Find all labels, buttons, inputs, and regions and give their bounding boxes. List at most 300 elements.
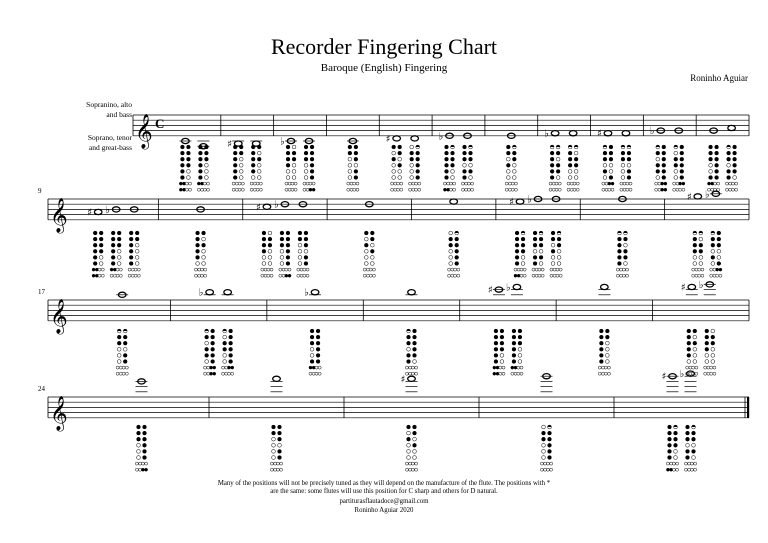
closed-hole-icon <box>717 262 721 266</box>
closed-hole-icon <box>662 176 666 180</box>
closed-hole-icon <box>312 188 315 191</box>
closed-hole-icon <box>211 341 215 345</box>
closed-hole-icon <box>211 360 215 364</box>
closed-hole-icon <box>445 145 449 149</box>
open-hole-icon <box>557 256 561 260</box>
closed-hole-icon <box>257 145 261 149</box>
open-hole-icon <box>454 274 457 277</box>
note <box>256 202 273 277</box>
open-hole-icon <box>546 462 549 465</box>
closed-hole-icon <box>239 145 243 149</box>
open-hole-icon <box>189 182 192 185</box>
closed-hole-icon <box>398 151 402 155</box>
open-hole-icon <box>568 176 572 180</box>
closed-hole-icon <box>670 468 673 471</box>
closed-hole-icon <box>686 437 690 441</box>
open-hole-icon <box>119 274 122 277</box>
open-hole-icon <box>413 450 417 454</box>
open-hole-icon <box>735 182 738 185</box>
closed-hole-icon <box>656 163 660 167</box>
closed-hole-icon <box>711 341 715 345</box>
whole-note-head <box>393 136 401 141</box>
open-hole-icon <box>413 360 417 364</box>
fingering-diagram <box>369 231 375 277</box>
closed-hole-icon <box>687 354 691 358</box>
closed-hole-icon <box>609 151 613 155</box>
open-hole-icon <box>559 274 562 277</box>
fingering-diagram <box>620 145 626 191</box>
note <box>673 128 685 191</box>
open-hole-icon <box>538 274 541 277</box>
open-hole-icon <box>117 249 121 253</box>
open-hole-icon <box>717 182 720 185</box>
fingering-diagram <box>116 329 122 375</box>
closed-hole-icon <box>624 249 628 253</box>
open-hole-icon <box>347 188 350 191</box>
closed-hole-icon <box>410 151 414 155</box>
open-hole-icon <box>363 268 366 271</box>
closed-hole-icon <box>354 176 358 180</box>
open-hole-icon <box>598 372 601 375</box>
closed-hole-icon <box>93 256 97 260</box>
closed-hole-icon <box>733 170 737 174</box>
sharp-icon: ♯ <box>400 374 406 386</box>
open-hole-icon <box>626 188 629 191</box>
note <box>488 285 505 375</box>
closed-hole-icon <box>310 335 314 339</box>
closed-hole-icon <box>618 249 622 253</box>
open-hole-icon <box>449 249 453 253</box>
fingering-diagram <box>549 145 555 191</box>
closed-hole-icon <box>310 151 314 155</box>
open-hole-icon <box>280 256 284 260</box>
closed-hole-icon <box>93 237 97 241</box>
closed-hole-icon <box>711 256 715 260</box>
closed-hole-icon <box>693 237 697 241</box>
note <box>274 200 291 278</box>
open-hole-icon <box>135 249 139 253</box>
open-hole-icon <box>514 182 517 185</box>
closed-hole-icon <box>197 182 200 185</box>
open-hole-icon <box>674 456 678 460</box>
open-hole-icon <box>410 163 414 167</box>
closed-hole-icon <box>111 231 115 235</box>
open-hole-icon <box>135 468 138 471</box>
note <box>707 128 719 191</box>
closed-hole-icon <box>286 256 290 260</box>
closed-hole-icon <box>674 163 678 167</box>
closed-hole-icon <box>129 243 133 247</box>
closed-hole-icon <box>557 243 561 247</box>
closed-hole-icon <box>680 145 684 149</box>
open-hole-icon <box>558 182 561 185</box>
open-hole-icon <box>573 182 576 185</box>
open-hole-icon <box>693 262 697 266</box>
open-hole-icon <box>695 268 698 271</box>
closed-hole-icon <box>662 151 666 155</box>
open-hole-icon <box>304 176 308 180</box>
fingering-diagram <box>517 329 523 375</box>
closed-hole-icon <box>512 354 516 358</box>
closed-hole-icon <box>662 157 666 161</box>
open-hole-icon <box>370 262 374 266</box>
closed-hole-icon <box>288 274 291 277</box>
final-barline <box>747 397 749 418</box>
open-hole-icon <box>415 372 418 375</box>
closed-hole-icon <box>93 262 97 266</box>
open-hole-icon <box>541 268 544 271</box>
closed-hole-icon <box>123 360 127 364</box>
closed-hole-icon <box>213 366 216 369</box>
closed-hole-icon <box>599 335 603 339</box>
closed-hole-icon <box>717 243 721 247</box>
label-upper-line2: and bass <box>106 110 132 119</box>
open-hole-icon <box>286 170 290 174</box>
closed-hole-icon <box>709 157 713 161</box>
closed-hole-icon <box>515 249 519 253</box>
note <box>386 134 403 191</box>
sharp-icon: ♯ <box>227 139 233 151</box>
closed-hole-icon <box>262 243 266 247</box>
closed-hole-icon <box>692 450 696 454</box>
open-hole-icon <box>256 188 259 191</box>
open-hole-icon <box>550 462 553 465</box>
closed-hole-icon <box>463 176 467 180</box>
note <box>250 141 262 191</box>
fingering-diagram <box>122 329 128 375</box>
open-hole-icon <box>285 182 288 185</box>
closed-hole-icon <box>668 437 672 441</box>
open-hole-icon <box>502 366 505 369</box>
open-hole-icon <box>398 170 402 174</box>
closed-hole-icon <box>518 335 522 339</box>
open-hole-icon <box>555 188 558 191</box>
open-hole-icon <box>690 462 693 465</box>
open-hole-icon <box>620 182 623 185</box>
closed-hole-icon <box>280 231 284 235</box>
closed-hole-icon <box>310 176 314 180</box>
open-hole-icon <box>312 372 315 375</box>
open-hole-icon <box>364 256 368 260</box>
open-hole-icon <box>517 372 520 375</box>
open-hole-icon <box>693 347 697 351</box>
open-hole-icon <box>517 366 520 369</box>
closed-hole-icon <box>443 188 446 191</box>
note <box>527 195 544 278</box>
open-hole-icon <box>298 256 302 260</box>
note <box>405 290 417 376</box>
whole-note-head <box>263 204 271 209</box>
open-hole-icon <box>518 354 522 358</box>
chart-subtitle: Baroque (English) Fingering <box>320 62 448 74</box>
fingering-diagram <box>353 145 359 191</box>
open-hole-icon <box>122 366 125 369</box>
closed-hole-icon <box>286 262 290 266</box>
open-hole-icon <box>187 176 191 180</box>
open-hole-icon <box>535 274 538 277</box>
sharp-icon: ♯ <box>487 285 493 297</box>
open-hole-icon <box>272 456 276 460</box>
open-hole-icon <box>241 182 244 185</box>
closed-hole-icon <box>494 329 498 333</box>
open-hole-icon <box>604 372 607 375</box>
closed-hole-icon <box>674 443 678 447</box>
open-hole-icon <box>711 249 715 253</box>
open-hole-icon <box>701 274 704 277</box>
note <box>363 202 375 278</box>
open-hole-icon <box>392 151 396 155</box>
flat-icon: ♭ <box>704 189 710 201</box>
open-hole-icon <box>202 249 206 253</box>
open-hole-icon <box>713 366 716 369</box>
open-hole-icon <box>695 366 698 369</box>
closed-hole-icon <box>93 249 97 253</box>
open-hole-icon <box>717 256 721 260</box>
closed-hole-icon <box>715 145 719 149</box>
open-hole-icon <box>257 151 261 155</box>
open-hole-icon <box>353 182 356 185</box>
closed-hole-icon <box>262 249 266 253</box>
fingering-diagram <box>692 231 698 277</box>
open-hole-icon <box>540 462 543 465</box>
closed-hole-icon <box>304 237 308 241</box>
closed-hole-icon <box>463 151 467 155</box>
open-hole-icon <box>607 366 610 369</box>
fingering-diagram <box>98 231 104 277</box>
closed-hole-icon <box>211 329 215 333</box>
note <box>616 196 628 277</box>
closed-hole-icon <box>187 157 191 161</box>
open-hole-icon <box>727 163 731 167</box>
closed-hole-icon <box>181 163 185 167</box>
fingering-diagram <box>110 231 116 277</box>
open-hole-icon <box>573 188 576 191</box>
open-hole-icon <box>620 274 623 277</box>
note <box>135 379 147 471</box>
open-hole-icon <box>692 268 695 271</box>
closed-hole-icon <box>515 237 519 241</box>
fingering-diagram <box>128 231 134 277</box>
closed-hole-icon <box>463 145 467 149</box>
open-hole-icon <box>303 268 306 271</box>
open-hole-icon <box>555 182 558 185</box>
whole-note-head <box>694 194 702 199</box>
flat-icon: ♭ <box>679 369 685 381</box>
closed-hole-icon <box>521 243 525 247</box>
open-hole-icon <box>262 262 266 266</box>
open-hole-icon <box>532 274 535 277</box>
open-hole-icon <box>469 163 473 167</box>
note <box>448 199 460 277</box>
closed-hole-icon <box>310 329 314 333</box>
closed-hole-icon <box>512 335 516 339</box>
measure-number: 17 <box>38 288 45 296</box>
fingering-diagram <box>448 231 454 277</box>
open-hole-icon <box>713 268 716 271</box>
closed-hole-icon <box>211 354 215 358</box>
closed-hole-icon <box>229 329 233 333</box>
closed-hole-icon <box>117 243 121 247</box>
open-hole-icon <box>686 366 689 369</box>
fingering-diagram <box>684 425 690 471</box>
open-hole-icon <box>539 262 543 266</box>
closed-hole-icon <box>548 456 552 460</box>
open-hole-icon <box>280 468 283 471</box>
open-hole-icon <box>251 176 255 180</box>
closed-hole-icon <box>693 249 697 253</box>
open-hole-icon <box>268 249 272 253</box>
open-hole-icon <box>411 372 414 375</box>
open-hole-icon <box>713 372 716 375</box>
closed-hole-icon <box>494 354 498 358</box>
closed-hole-icon <box>316 360 320 364</box>
note <box>439 131 456 191</box>
treble-clef-icon: 𝄞 <box>50 298 68 334</box>
closed-hole-icon <box>550 157 554 161</box>
closed-hole-icon <box>469 151 473 155</box>
closed-hole-icon <box>680 157 684 161</box>
closed-hole-icon <box>661 182 664 185</box>
closed-hole-icon <box>627 151 631 155</box>
fingering-diagram <box>710 329 716 375</box>
closed-hole-icon <box>117 335 121 339</box>
note <box>544 129 561 192</box>
fingering-diagram <box>197 145 203 191</box>
closed-hole-icon <box>668 431 672 435</box>
closed-hole-icon <box>233 170 237 174</box>
note <box>567 131 579 192</box>
open-hole-icon <box>673 182 676 185</box>
open-hole-icon <box>499 366 502 369</box>
open-hole-icon <box>716 274 719 277</box>
note <box>680 369 697 471</box>
open-hole-icon <box>451 170 455 174</box>
open-hole-icon <box>410 176 414 180</box>
open-hole-icon <box>695 274 698 277</box>
closed-hole-icon <box>494 341 498 345</box>
fingering-diagram <box>285 145 291 191</box>
closed-hole-icon <box>662 170 666 174</box>
note <box>681 283 698 376</box>
open-hole-icon <box>556 157 560 161</box>
open-hole-icon <box>137 456 141 460</box>
open-hole-icon <box>369 274 372 277</box>
closed-hole-icon <box>618 237 622 241</box>
closed-hole-icon <box>533 256 537 260</box>
open-hole-icon <box>499 372 502 375</box>
open-hole-icon <box>292 170 296 174</box>
open-hole-icon <box>626 268 629 271</box>
open-hole-icon <box>719 274 722 277</box>
closed-hole-icon <box>199 145 203 149</box>
closed-hole-icon <box>392 157 396 161</box>
open-hole-icon <box>239 176 243 180</box>
fingering-diagram <box>704 329 710 375</box>
whole-note-head <box>569 131 577 136</box>
open-hole-icon <box>616 268 619 271</box>
closed-hole-icon <box>316 329 320 333</box>
closed-hole-icon <box>413 335 417 339</box>
closed-hole-icon <box>550 170 554 174</box>
open-hole-icon <box>711 262 715 266</box>
open-hole-icon <box>506 176 510 180</box>
closed-hole-icon <box>679 182 682 185</box>
open-hole-icon <box>676 468 679 471</box>
open-hole-icon <box>392 163 396 167</box>
closed-hole-icon <box>664 188 667 191</box>
open-hole-icon <box>294 188 297 191</box>
open-hole-icon <box>532 268 535 271</box>
open-hole-icon <box>405 462 408 465</box>
closed-hole-icon <box>278 425 282 429</box>
open-hole-icon <box>674 176 678 180</box>
open-hole-icon <box>285 188 288 191</box>
closed-hole-icon <box>110 268 113 271</box>
closed-hole-icon <box>687 341 691 345</box>
open-hole-icon <box>620 268 623 271</box>
note <box>505 133 517 191</box>
closed-hole-icon <box>627 170 631 174</box>
open-hole-icon <box>568 170 572 174</box>
note <box>540 374 552 472</box>
label-lower-line2: and great-bass <box>88 143 132 152</box>
closed-hole-icon <box>518 329 522 333</box>
closed-hole-icon <box>272 431 276 435</box>
open-hole-icon <box>239 163 243 167</box>
closed-hole-icon <box>304 145 308 149</box>
open-hole-icon <box>202 262 206 266</box>
sharp-icon: ♯ <box>255 202 261 214</box>
note <box>598 284 610 375</box>
open-hole-icon <box>239 157 243 161</box>
open-hole-icon <box>306 188 309 191</box>
closed-hole-icon <box>413 425 417 429</box>
closed-hole-icon <box>550 151 554 155</box>
open-hole-icon <box>410 170 414 174</box>
open-hole-icon <box>520 274 523 277</box>
closed-hole-icon <box>599 347 603 351</box>
open-hole-icon <box>372 274 375 277</box>
open-hole-icon <box>512 163 516 167</box>
open-hole-icon <box>621 170 625 174</box>
whole-note-head <box>206 290 214 295</box>
open-hole-icon <box>397 188 400 191</box>
note <box>222 290 234 376</box>
fingering-diagram <box>567 145 573 191</box>
fingering-diagram <box>655 145 661 191</box>
fingering-diagram <box>713 145 719 191</box>
open-hole-icon <box>279 268 282 271</box>
open-hole-icon <box>202 237 206 241</box>
open-hole-icon <box>364 237 368 241</box>
open-hole-icon <box>276 468 279 471</box>
open-hole-icon <box>711 347 715 351</box>
closed-hole-icon <box>445 170 449 174</box>
open-hole-icon <box>692 443 696 447</box>
closed-hole-icon <box>398 163 402 167</box>
closed-hole-icon <box>233 151 237 155</box>
whole-note-head <box>408 376 416 381</box>
open-hole-icon <box>123 347 127 351</box>
open-hole-icon <box>692 456 696 460</box>
open-hole-icon <box>398 157 402 161</box>
open-hole-icon <box>223 360 227 364</box>
fingering-diagram <box>679 145 685 191</box>
fingering-diagram <box>493 329 499 375</box>
closed-hole-icon <box>686 431 690 435</box>
closed-hole-icon <box>143 450 147 454</box>
fingering-diagram <box>309 145 315 191</box>
